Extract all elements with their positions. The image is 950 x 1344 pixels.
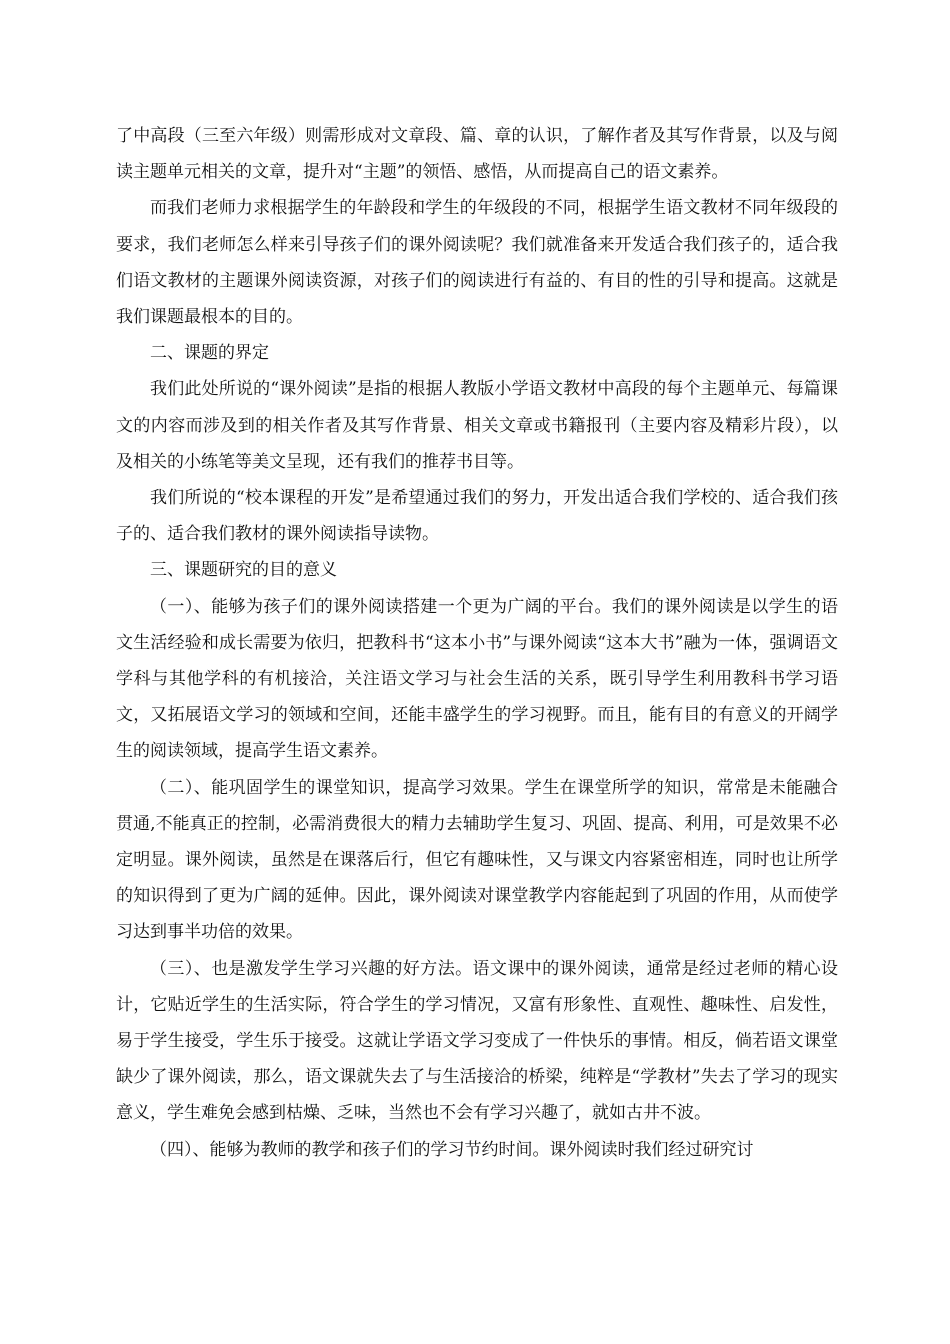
paragraph-purpose: 而我们老师力求根据学生的年龄段和学生的年级段的不同，根据学生语文教材不同年级段的要求，我们老师怎么样来引导孩子们的课外阅读呢？我们就准备来开发适合我们孩子的，适合我们语文教材的主题课外阅读资源，对孩子们的阅读进行有益的、有目的性的引导和提高。这就是我们课题最根本的目的。 [116, 198, 838, 328]
section-heading-definition: 二、课题的界定 [150, 343, 269, 364]
section-heading-significance: 三、课题研究的目的意义 [150, 560, 337, 581]
paragraph-continuation: 了中高段（三至六年级）则需形成对文章段、篇、章的认识，了解作者及其写作背景，以及与阅读主题单元相关的文章，提升对“主题”的领悟、感悟，从而提高自己的语文素养。 [116, 126, 838, 183]
paragraph-significance-4: （四）、能够为教师的教学和孩子们的学习节约时间。课外阅读时我们经过研究讨 [150, 1139, 754, 1160]
paragraph-definition-reading: 我们此处所说的“课外阅读”是指的根据人教版小学语文教材中高段的每个主题单元、每篇课文的内容而涉及到的相关作者及其写作背景、相关文章或书籍报刊（主要内容及精彩片段），以及相关的小练笔等美文呈现，还有我们的推荐书目等。 [116, 379, 838, 472]
paragraph-significance-2: （二）、能巩固学生的课堂知识，提高学习效果。学生在课堂所学的知识，常常是未能融合贯通,不能真正的控制，必需消费很大的精力去辅助学生复习、巩固、提高、利用，可是效果不必定明显。课外阅读，虽然是在课落后行，但它有趣味性，又与课文内容紧密相连，同时也让所学的知识得到了更为广阔的延伸。因此，课外阅读对课堂教学内容能起到了巩固的作用，从而使学习达到事半功倍的效果。 [116, 777, 838, 943]
paragraph-significance-3: （三）、也是激发学生学习兴趣的好方法。语文课中的课外阅读，通常是经过老师的精心设计，它贴近学生的生活实际，符合学生的学习情况，又富有形象性、直观性、趣味性、启发性，易于学生接受，学生乐于接受。这就让学语文学习变成了一件快乐的事情。相反，倘若语文课堂缺少了课外阅读，那么，语文课就失去了与生活接洽的桥梁，纯粹是“学教材”失去了学习的现实意义，学生难免会感到枯燥、乏味，当然也不会有学习兴趣了，就如古井不波。 [116, 958, 838, 1124]
paragraph-significance-1: （一）、能够为孩子们的课外阅读搭建一个更为广阔的平台。我们的课外阅读是以学生的语文生活经验和成长需要为依归，把教科书“这本小书”与课外阅读“这本大书”融为一体，强调语文学科与其他学科的有机接洽，关注语文学习与社会生活的关系，既引导学生利用教科书学习语文，又拓展语文学习的领域和空间，还能丰盛学生的学习视野。而且，能有目的有意义的开阔学生的阅读领域，提高学生语文素养。 [116, 596, 838, 762]
document-body [116, 118, 838, 1168]
paragraph-definition-curriculum: 我们所说的“校本课程的开发”是希望通过我们的努力，开发出适合我们学校的、适合我们孩子的、适合我们教材的课外阅读指导读物。 [116, 488, 838, 545]
